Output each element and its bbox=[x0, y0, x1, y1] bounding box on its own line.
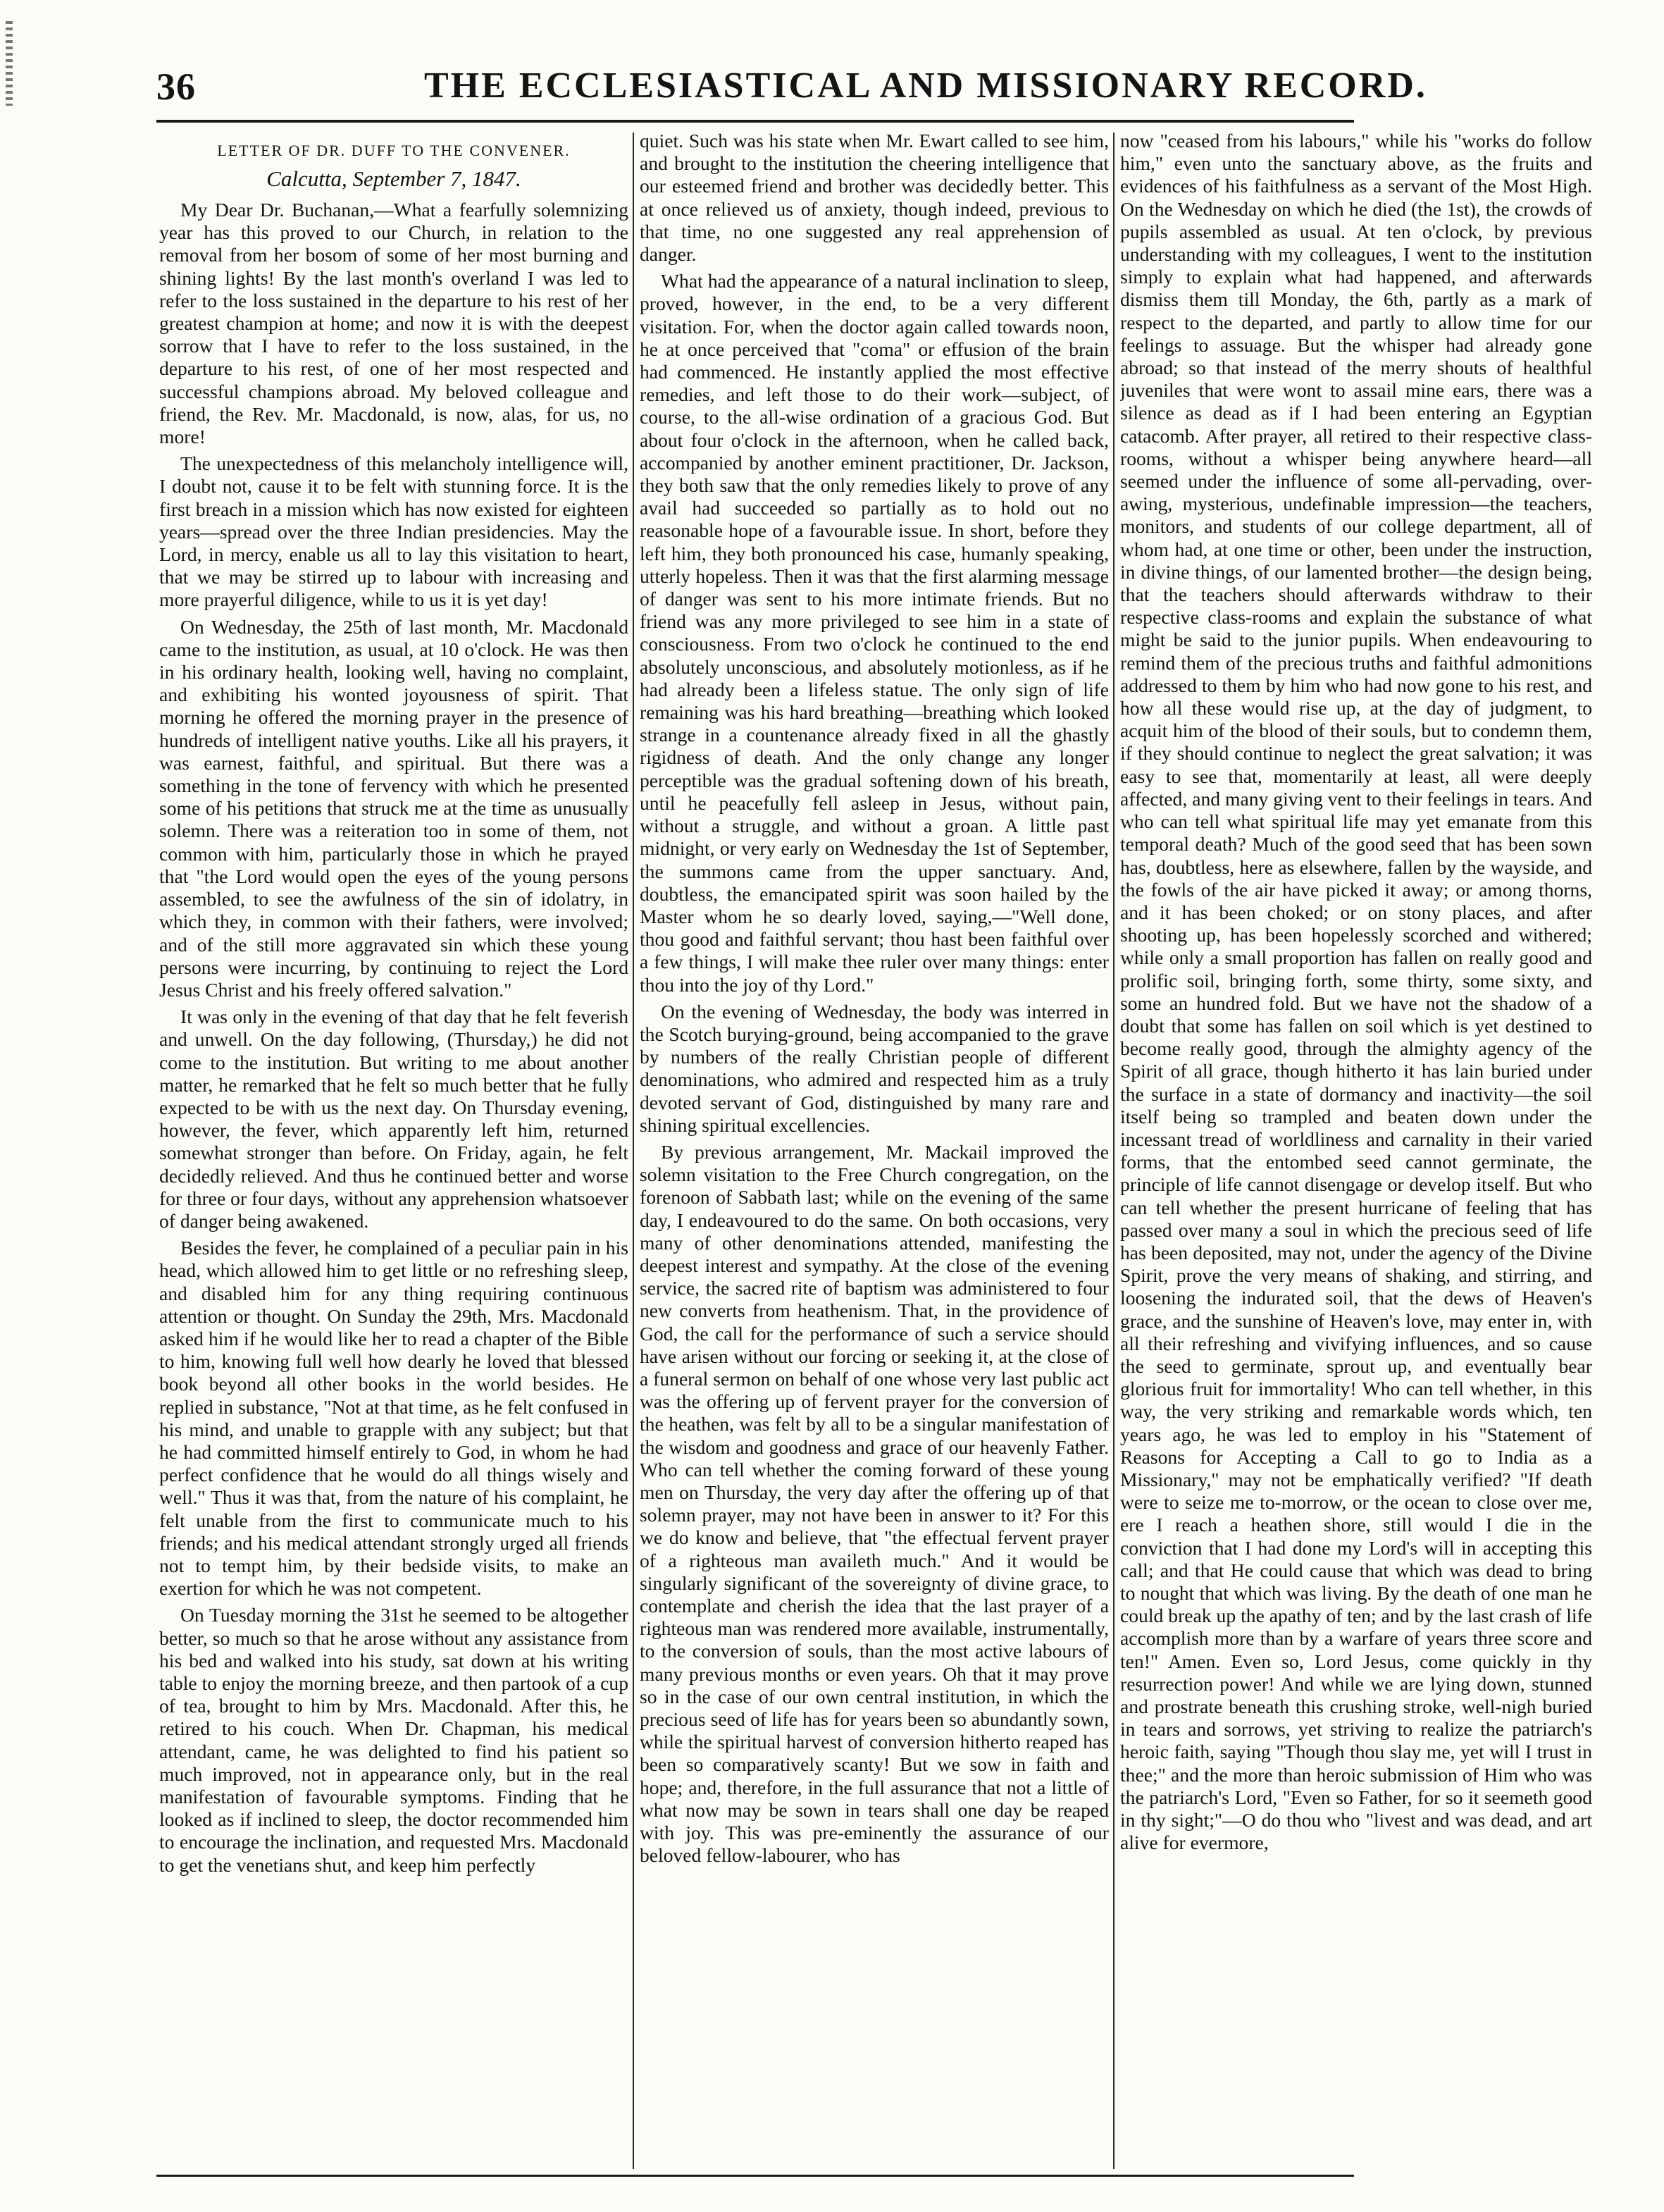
column-divider bbox=[1113, 132, 1114, 2169]
column-divider bbox=[633, 132, 634, 2169]
column-3 bbox=[1120, 130, 1592, 2172]
paragraph: On the evening of Wednesday, the body was interred in the Scotch burying-ground, being accompanied to the grave by numbers of the really Christian people of different denominations, who admired and respected him as a truly devoted servant of God, distinguished by many rare and shining spiritual excellencies. bbox=[640, 1000, 1109, 1136]
footer-rule bbox=[156, 2175, 1354, 2177]
paragraph: It was only in the evening of that day that he felt feverish and unwell. On the day following, (Thursday,) he did not come to the institution. But writing to me about another matter, he remarked that he felt so much better that he fully expected to be with us the next day. On Thursday evening, however, the fever, which apparently left him, returned somewhat stronger than before. On Friday, again, he felt decidedly relieved. And thus he continued better and worse for three or four days, without any apprehension whatsoever of danger being awakened. bbox=[159, 1006, 628, 1232]
page-number: 36 bbox=[156, 66, 196, 108]
column-2 bbox=[640, 130, 1109, 2172]
paragraph: On Tuesday morning the 31st he seemed to be altogether better, so much so that he arose without any assistance from his bed and walked into his study, sat down at his writing table to enjoy the morning breeze, and then partook of a cup of tea, brought to him by Mrs. Macdonald. After this, he retired to his couch. When Dr. Chapman, his medical attendant, came, he was delighted to find his patient so much improved, not in appearance only, but in the real manifestation of favourable symptoms. Finding that he looked as if inclined to sleep, the doctor recommended him to encourage the inclination, and requested Mrs. Macdonald to get the venetians shut, and keep him perfectly bbox=[159, 1604, 628, 1876]
paragraph: On Wednesday, the 25th of last month, Mr. Macdonald came to the institution, as usual, at 10 o'clock. He was then in his ordinary health, looking well, having no complaint, and exhibiting his wonted joyousness of spirit. That morning he offered the morning prayer in the presence of hundreds of intelligent native youths. Like all his prayers, it was earnest, faithful, and spiritual. But there was a something in the tone of fervency with which he presented some of his petitions that struck me at the time as unusually solemn. There was a reiteration too in some of them, not common with him, particularly those in which he prayed that "the Lord would open the eyes of the young persons assembled, to see the awfulness of the sin of idolatry, in which they, in common with their fathers, were involved; and of the still more aggravated sin which these young persons were incurring, by continuing to reject the Lord Jesus Christ and his freely offered salvation." bbox=[159, 615, 628, 1001]
paragraph: Besides the fever, he complained of a peculiar pain in his head, which allowed him to get little or no refreshing sleep, and disabled him for any thing requiring continuous attention or thought. On Sunday the 29th, Mrs. Macdonald asked him if he would like her to read a chapter of the Bible to him, knowing full well how dearly he loved that blessed book beyond all other books in the world besides. He replied in substance, "Not at that time, as he felt confused in his mind, and unable to grapple with any subject; but that he had committed himself entirely to God, in whom he had perfect confidence that he would do all things wisely and well." Thus it was that, from the nature of his complaint, he felt unable from the first to communicate much to his friends; and his medical attendant strongly urged all friends not to tempt him, by their bedside visits, to make an exertion for which he was not competent. bbox=[159, 1237, 628, 1600]
letter-heading: LETTER OF DR. DUFF TO THE CONVENER. bbox=[217, 142, 571, 159]
column-1 bbox=[159, 130, 628, 2172]
paragraph: My Dear Dr. Buchanan,—What a fearfully solemnizing year has this proved to our Church, in relation to the removal from her bosom of some of her most burning and shining lights! By the last month's overland I was led to refer to the loss sustained in the departure to his rest of her greatest champion at home; and now it is with the deepest sorrow that I have to refer to the loss sustained, in the departure to his rest, of one of her most respected and successful champions abroad. My beloved colleague and friend, the Rev. Mr. Macdonald, is now, alas, for us, no more! bbox=[159, 199, 628, 448]
paragraph: quiet. Such was his state when Mr. Ewart called to see him, and brought to the institution the cheering intelligence that our esteemed friend and brother was decidedly better. This at once relieved us of anxiety, though indeed, previous to that time, no one suggested any real apprehension of danger. bbox=[640, 130, 1109, 266]
running-title: THE ECCLESIASTICAL AND MISSIONARY RECORD. bbox=[424, 66, 1427, 106]
paragraph: What had the appearance of a natural inclination to sleep, proved, however, in the end, to be a very different visitation. For, when the doctor again called towards noon, he at once perceived that "coma" or effusion of the brain had commenced. He instantly applied the most effective remedies, and left those to do their work—subject, of course, to the all-wise ordination of a gracious God. But about four o'clock in the afternoon, when he called back, accompanied by another eminent practitioner, Dr. Jackson, they both saw that the only remedies likely to prove of any avail had succeeded so partially as to hold out no reasonable hope of a favourable issue. In short, before they left him, they both pronounced his case, humanly speaking, utterly hopeless. Then it was that the first alarming message of danger was sent to his more intimate friends. But no friend was any more privileged to see him in a state of consciousness. From two o'clock he continued to the end absolutely unconscious, and absolutely motionless, as if he had already been a lifeless statue. The only sign of life remaining was his hard breathing—breathing which looked strange in a countenance already fixed in all the ghastly rigidness of death. And the only change any longer perceptible was the gradual softening down of his breath, until he peacefully fell asleep in Jesus, without pain, without a struggle, and without a groan. A little past midnight, or very early on Wednesday the 1st of September, the summons came from the upper sanctuary. And, doubtless, the emancipated spirit was soon hailed by the Master whom he so dearly loved, saying,—"Well done, thou good and faithful servant; thou hast been faithful over a few things, I will make thee ruler over many things: enter thou into the joy of thy Lord." bbox=[640, 270, 1109, 996]
paragraph: now "ceased from his labours," while his "works do follow him," even unto the sanctuary above, as the fruits and evidences of his faithfulness as a servant of the Most High. On the Wednesday on which he died (the 1st), the crowds of pupils assembled as usual. At ten o'clock, by previous understanding with my colleagues, I went to the institution simply to explain what had happened, and afterwards dismiss them till Monday, the 6th, partly as a mark of respect to the departed, and partly to allow time for our feelings to assuage. But the whisper had already gone abroad; so that instead of the merry shouts of healthful juveniles that were wont to assail mine ears, there was a silence as dead as if I had been entering an Egyptian catacomb. After prayer, all retired to their respective class-rooms, without a whisper being anywhere heard—all seemed under the influence of some all-pervading, over-awing, mysterious, undefinable impression—the teachers, monitors, and students of our college department, all of whom had, at one time or other, been under the instruction, in divine things, of our lamented brother—the design being, that the teachers should afterwards withdraw to their respective class-rooms and explain the substance of what might be said to the junior pupils. When endeavouring to remind them of the precious truths and faithful admonitions addressed to them by him who had now gone to his rest, and how all these would rise up, at the day of judgment, to acquit him of the blood of their souls, but to condemn them, if they should continue to neglect the great salvation; it was easy to see that, momentarily at least, all were deeply affected, and many giving vent to their feelings in tears. And who can tell what spiritual life may yet emanate from this temporal death? Much of the good seed that has been sown has, doubtless, here as elsewhere, fallen by the wayside, and the fowls of the air have picked it away; or among thorns, and it has been choked; or on stony places, and after shooting up, has been hopelessly scorched and withered; while only a small proportion has fallen on really good and prolific soil, bringing forth, some thirty, some sixty, and some an hundred fold. But we have not the shadow of a doubt that some has fallen on soil which is yet destined to become really good, through the almighty agency of the Spirit of all grace, though hitherto it has lain buried under the surface in a state of dormancy and inactivity—the soil itself being so trampled and beaten down under the incessant tread of worldliness and carnality in their varied forms, that the entombed seed cannot germinate, the principle of life cannot disengage or develop itself. But who can tell whether the present hurricane of feeling that has passed over many a soul in which the precious seed of life has been deposited, may not, under the agency of the Divine Spirit, prove the very means of shaking, and stirring, and loosening the indurated soil, that the dews of Heaven's grace, and the sunshine of Heaven's love, may enter in, with all their refreshing and vivifying influences, and so cause the seed to germinate, sprout up, and eventually bear glorious fruit for immortality! Who can tell whether, in this way, the very striking and remarkable words which, ten years ago, he was led to employ in his "Statement of Reasons for Accepting a Call to go to India as a Missionary," may not be emphatically verified? "If death were to seize me to-morrow, or the ocean to close over me, ere I reach a heathen shore, still would I die in the conviction that I had done my Lord's will in accepting this call; and that He could cause that which was dead to bring to nought that which was living. By the death of one man he could break up the apathy of ten; and by the last crash of life accomplish more than by a warfare of years three score and ten!" Amen. Even so, Lord Jesus, come quickly in thy resurrection power! And while we are lying down, stunned and prostrate beneath this crushing stroke, well-nigh buried in tears and sorrows, yet striving to realize the patriarch's heroic faith, saying "Though thou slay me, yet will I trust in thee;" and the more than heroic submission of Him who was the patriarch's Lord, "Even so Father, for so it seemeth good in thy sight;"—O do thou who "livest and was dead, and art alive for evermore, bbox=[1120, 130, 1592, 1854]
letter-dateline: Calcutta, September 7, 1847. bbox=[266, 166, 521, 191]
paragraph: By previous arrangement, Mr. Mackail improved the solemn visitation to the Free Church congregation, on the forenoon of Sabbath last; while on the evening of the same day, I endeavoured to do the same. On both occasions, very many of other denominations attended, manifesting the deepest interest and sympathy. At the close of the evening service, the sacred rite of baptism was administered to four new converts from heathenism. That, in the providence of God, the call for the performance of such a service should have arisen without our forcing or seeking it, at the close of a funeral sermon on behalf of one whose very last public act was the offering up of fervent prayer for the conversion of the heathen, was felt by all to be a singular manifestation of the wisdom and goodness and grace of our heavenly Father. Who can tell whether the coming forward of these young men on Thursday, the very day after the offering up of that solemn prayer, may not have been in answer to it? For this we do know and believe, that "the effectual fervent prayer of a righteous man availeth much." And it would be singularly significant of the sovereignty of divine grace, to contemplate and cherish the idea that the last prayer of a righteous man was rendered more available, instrumentally, to the conversion of souls, than the most active labours of many previous months or even years. Oh that it may prove so in the case of our own central institution, in which the precious seed of life has for years been so abundantly sown, while the spiritual harvest of conversion hitherto reaped has been so comparatively scanty! But we sow in faith and hope; and, therefore, in the full assurance that not a little of what now may be sown in tears shall one day be reaped with joy. This was pre-eminently the assurance of our beloved fellow-labourer, who has bbox=[640, 1140, 1109, 1867]
header-rule bbox=[156, 120, 1354, 123]
scan-edge-mark bbox=[6, 21, 13, 106]
paragraph: The unexpectedness of this melancholy intelligence will, I doubt not, cause it to be felt with stunning force. It is the first breach in a mission which has now existed for eighteen years—spread over the three Indian presidencies. May the Lord, in mercy, enable us all to lay this visitation to heart, that we may be stirred up to labour with increasing and more prayerful diligence, while to us it is yet day! bbox=[159, 452, 628, 611]
page-header bbox=[156, 65, 1427, 121]
